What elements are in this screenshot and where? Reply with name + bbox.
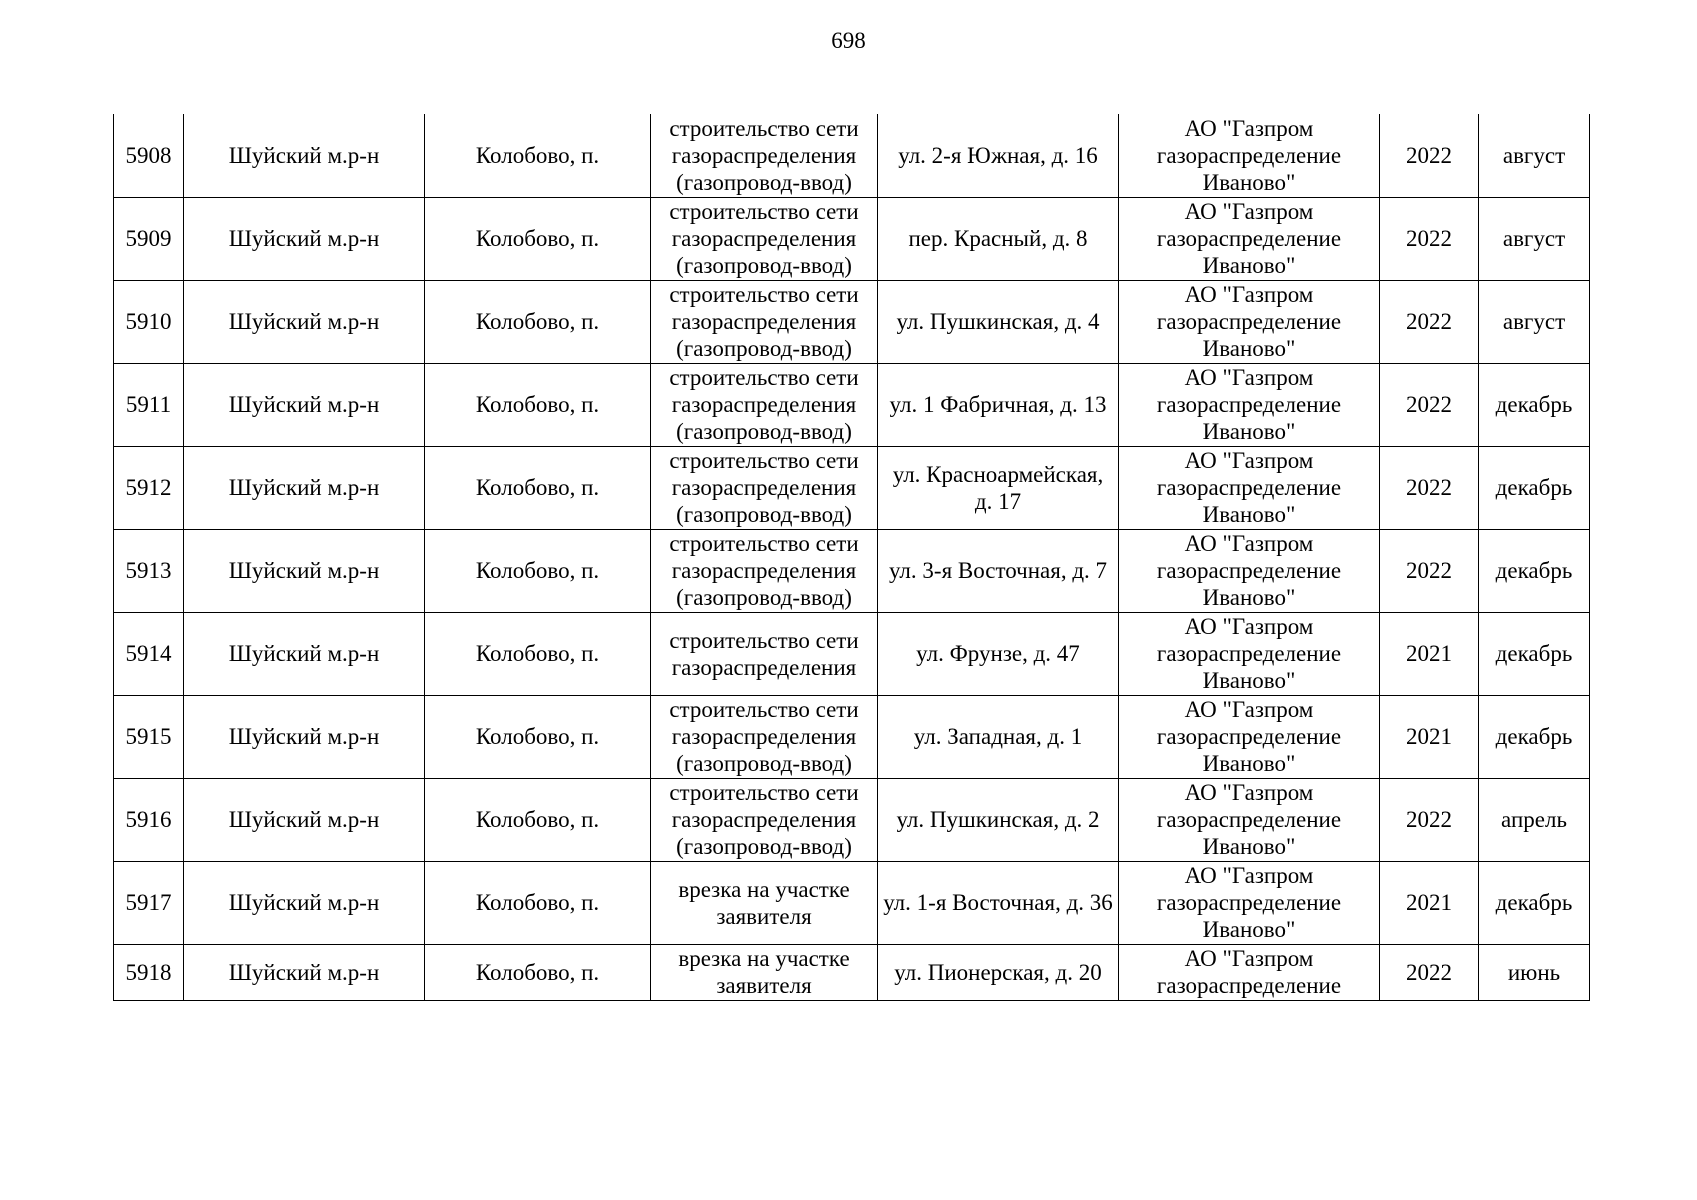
page-number: 698 <box>831 28 866 53</box>
month-cell <box>1479 778 1590 861</box>
district-cell <box>184 695 425 778</box>
address-cell-text: ул. Пионерская, д. 20 <box>894 959 1102 985</box>
organization-cell-text: АО "Газпром газораспределение Иваново" <box>1156 531 1342 610</box>
address-cell-text: ул. 1 Фабричная, д. 13 <box>889 392 1107 417</box>
work-type-cell-text: строительство сети газораспределения (газопровод-ввод) <box>669 448 859 527</box>
organization-cell <box>1119 363 1380 446</box>
organization-cell <box>1119 114 1380 197</box>
work-type-cell <box>651 114 878 197</box>
year-cell <box>1380 861 1479 944</box>
table-row <box>114 363 1590 446</box>
work-type-cell <box>651 778 878 861</box>
row-number-cell-text: 5910 <box>125 309 172 334</box>
row-number-cell-text: 5913 <box>125 558 172 583</box>
address-cell <box>878 944 1119 1000</box>
month-cell-text: декабрь <box>1495 641 1573 666</box>
district-cell <box>184 363 425 446</box>
year-cell <box>1380 363 1479 446</box>
organization-cell <box>1119 280 1380 363</box>
year-cell-text: 2022 <box>1406 142 1452 168</box>
locality-cell <box>425 280 651 363</box>
district-cell <box>184 280 425 363</box>
locality-cell-text: Колобово, п. <box>475 142 600 168</box>
year-cell-text: 2021 <box>1406 890 1452 915</box>
year-cell <box>1380 529 1479 612</box>
year-cell-text: 2022 <box>1406 392 1452 417</box>
work-type-cell-text: строительство сети газораспределения (газопровод-ввод) <box>669 531 859 610</box>
district-cell-text: Шуйский м.р-н <box>228 226 380 251</box>
address-cell-text: ул. 3-я Восточная, д. 7 <box>888 558 1108 583</box>
work-type-cell <box>651 363 878 446</box>
address-cell <box>878 861 1119 944</box>
row-number-cell-text: 5911 <box>125 392 172 417</box>
month-cell-text: декабрь <box>1495 890 1573 915</box>
work-type-cell-text: строительство сети газораспределения (газопровод-ввод) <box>669 282 859 361</box>
address-cell-text: ул. Пушкинская, д. 4 <box>896 309 1100 334</box>
district-cell-text: Шуйский м.р-н <box>228 890 380 915</box>
organization-cell-text: АО "Газпром газораспределение Иваново" <box>1156 614 1342 693</box>
gas-connection-table <box>113 114 1590 1001</box>
district-cell <box>184 446 425 529</box>
locality-cell <box>425 446 651 529</box>
row-number-cell <box>114 197 184 280</box>
locality-cell <box>425 529 651 612</box>
address-cell-text: ул. Западная, д. 1 <box>913 724 1083 749</box>
locality-cell-text: Колобово, п. <box>475 890 600 915</box>
row-number-cell <box>114 695 184 778</box>
locality-cell-text: Колобово, п. <box>475 807 600 832</box>
locality-cell-text: Колобово, п. <box>475 558 600 583</box>
month-cell <box>1479 529 1590 612</box>
year-cell-text: 2021 <box>1406 724 1452 749</box>
table-row <box>114 280 1590 363</box>
district-cell <box>184 778 425 861</box>
table-row <box>114 114 1590 197</box>
address-cell-text: ул. Пушкинская, д. 2 <box>896 807 1100 832</box>
organization-cell <box>1119 197 1380 280</box>
locality-cell <box>425 612 651 695</box>
month-cell <box>1479 612 1590 695</box>
row-number-cell-text: 5918 <box>125 959 172 985</box>
month-cell-text: декабрь <box>1495 558 1573 583</box>
row-number-cell-text: 5909 <box>125 226 172 251</box>
district-cell <box>184 114 425 197</box>
organization-cell-text: АО "Газпром газораспределение Иваново" <box>1156 199 1342 278</box>
district-cell-text: Шуйский м.р-н <box>228 724 380 749</box>
row-number-cell <box>114 446 184 529</box>
address-cell <box>878 363 1119 446</box>
organization-cell-text: АО "Газпром газораспределение Иваново" <box>1156 282 1342 361</box>
row-number-cell <box>114 280 184 363</box>
district-cell-text: Шуйский м.р-н <box>228 475 380 500</box>
month-cell <box>1479 446 1590 529</box>
row-number-cell-text: 5915 <box>125 724 172 749</box>
organization-cell <box>1119 778 1380 861</box>
row-number-cell <box>114 612 184 695</box>
table-row <box>114 944 1590 1000</box>
month-cell-text: август <box>1502 142 1566 168</box>
address-cell-text: ул. 1-я Восточная, д. 36 <box>883 890 1113 915</box>
district-cell <box>184 529 425 612</box>
organization-cell <box>1119 944 1380 1000</box>
year-cell <box>1380 612 1479 695</box>
district-cell <box>184 197 425 280</box>
row-number-cell <box>114 529 184 612</box>
organization-cell-text: АО "Газпром газораспределение Иваново" <box>1156 780 1342 859</box>
work-type-cell-text: строительство сети газораспределения (газопровод-ввод) <box>669 115 859 195</box>
table-row <box>114 861 1590 944</box>
table-row <box>114 695 1590 778</box>
work-type-cell-text: строительство сети газораспределения (газопровод-ввод) <box>669 365 859 444</box>
row-number-cell <box>114 114 184 197</box>
work-type-cell-text: врезка на участке заявителя <box>678 946 850 998</box>
district-cell-text: Шуйский м.р-н <box>228 392 380 417</box>
locality-cell-text: Колобово, п. <box>475 959 600 985</box>
organization-cell-text: АО "Газпром газораспределение Иваново" <box>1156 863 1342 942</box>
district-cell-text: Шуйский м.р-н <box>228 142 380 168</box>
locality-cell <box>425 778 651 861</box>
month-cell <box>1479 197 1590 280</box>
month-cell-text: декабрь <box>1495 475 1573 500</box>
organization-cell <box>1119 861 1380 944</box>
year-cell <box>1380 280 1479 363</box>
address-cell-text: ул. 2-я Южная, д. 16 <box>898 142 1098 168</box>
address-cell <box>878 529 1119 612</box>
address-cell-text: ул. Фрунзе, д. 47 <box>916 641 1080 666</box>
year-cell-text: 2022 <box>1406 226 1452 251</box>
month-cell <box>1479 363 1590 446</box>
locality-cell-text: Колобово, п. <box>475 641 600 666</box>
work-type-cell <box>651 280 878 363</box>
locality-cell <box>425 197 651 280</box>
address-cell-text: пер. Красный, д. 8 <box>908 226 1088 251</box>
row-number-cell <box>114 944 184 1000</box>
year-cell <box>1380 446 1479 529</box>
locality-cell-text: Колобово, п. <box>475 724 600 749</box>
month-cell <box>1479 944 1590 1000</box>
row-number-cell <box>114 861 184 944</box>
district-cell <box>184 861 425 944</box>
organization-cell-text: АО "Газпром газораспределение Иваново" <box>1156 115 1342 195</box>
month-cell-text: декабрь <box>1495 724 1573 749</box>
address-cell <box>878 280 1119 363</box>
row-number-cell <box>114 778 184 861</box>
organization-cell <box>1119 612 1380 695</box>
year-cell-text: 2022 <box>1406 475 1452 500</box>
year-cell-text: 2022 <box>1406 807 1452 832</box>
locality-cell <box>425 944 651 1000</box>
organization-cell-text: АО "Газпром газораспределение Иваново" <box>1156 365 1342 444</box>
work-type-cell <box>651 695 878 778</box>
district-cell-text: Шуйский м.р-н <box>228 641 380 666</box>
year-cell-text: 2022 <box>1406 959 1452 985</box>
year-cell <box>1380 695 1479 778</box>
year-cell-text: 2022 <box>1406 309 1452 334</box>
year-cell-text: 2021 <box>1406 641 1452 666</box>
address-cell <box>878 778 1119 861</box>
row-number-cell-text: 5912 <box>125 475 172 500</box>
address-cell <box>878 612 1119 695</box>
district-cell-text: Шуйский м.р-н <box>228 558 380 583</box>
organization-cell-text: АО "Газпром газораспределение <box>1156 946 1342 998</box>
locality-cell-text: Колобово, п. <box>475 226 600 251</box>
table-row <box>114 612 1590 695</box>
district-cell-text: Шуйский м.р-н <box>228 309 380 334</box>
address-cell-text: ул. Красноармейская, д. 17 <box>892 461 1104 514</box>
organization-cell-text: АО "Газпром газораспределение Иваново" <box>1156 448 1342 527</box>
work-type-cell <box>651 861 878 944</box>
address-cell <box>878 114 1119 197</box>
work-type-cell <box>651 197 878 280</box>
table-row <box>114 197 1590 280</box>
year-cell <box>1380 197 1479 280</box>
month-cell <box>1479 280 1590 363</box>
locality-cell <box>425 695 651 778</box>
locality-cell <box>425 861 651 944</box>
month-cell <box>1479 114 1590 197</box>
work-type-cell-text: строительство сети газораспределения <box>669 627 859 680</box>
locality-cell-text: Колобово, п. <box>475 309 600 334</box>
organization-cell <box>1119 446 1380 529</box>
address-cell <box>878 197 1119 280</box>
work-type-cell-text: строительство сети газораспределения (газопровод-ввод) <box>669 697 859 776</box>
row-number-cell-text: 5917 <box>125 890 172 915</box>
organization-cell-text: АО "Газпром газораспределение Иваново" <box>1156 697 1342 776</box>
locality-cell-text: Колобово, п. <box>475 392 600 417</box>
organization-cell <box>1119 695 1380 778</box>
address-cell <box>878 695 1119 778</box>
table-row <box>114 446 1590 529</box>
row-number-cell-text: 5914 <box>125 641 172 666</box>
locality-cell <box>425 114 651 197</box>
work-type-cell <box>651 446 878 529</box>
year-cell <box>1380 114 1479 197</box>
year-cell-text: 2022 <box>1406 558 1452 583</box>
month-cell-text: июнь <box>1507 959 1561 985</box>
table-row <box>114 778 1590 861</box>
work-type-cell-text: врезка на участке заявителя <box>678 876 850 929</box>
month-cell-text: апрель <box>1501 807 1567 832</box>
table-row <box>114 529 1590 612</box>
table-body <box>114 114 1590 1000</box>
row-number-cell-text: 5916 <box>125 807 172 832</box>
work-type-cell <box>651 529 878 612</box>
address-cell <box>878 446 1119 529</box>
work-type-cell <box>651 944 878 1000</box>
month-cell-text: декабрь <box>1495 392 1573 417</box>
district-cell <box>184 944 425 1000</box>
row-number-cell <box>114 363 184 446</box>
district-cell <box>184 612 425 695</box>
locality-cell-text: Колобово, п. <box>475 475 600 500</box>
locality-cell <box>425 363 651 446</box>
work-type-cell-text: строительство сети газораспределения (газопровод-ввод) <box>669 199 859 278</box>
month-cell-text: август <box>1502 226 1566 251</box>
organization-cell <box>1119 529 1380 612</box>
district-cell-text: Шуйский м.р-н <box>228 959 380 985</box>
work-type-cell-text: строительство сети газораспределения (газопровод-ввод) <box>669 780 859 859</box>
year-cell <box>1380 778 1479 861</box>
year-cell <box>1380 944 1479 1000</box>
row-number-cell-text: 5908 <box>125 142 172 168</box>
month-cell-text: август <box>1502 309 1566 334</box>
month-cell <box>1479 861 1590 944</box>
work-type-cell <box>651 612 878 695</box>
month-cell <box>1479 695 1590 778</box>
district-cell-text: Шуйский м.р-н <box>228 807 380 832</box>
